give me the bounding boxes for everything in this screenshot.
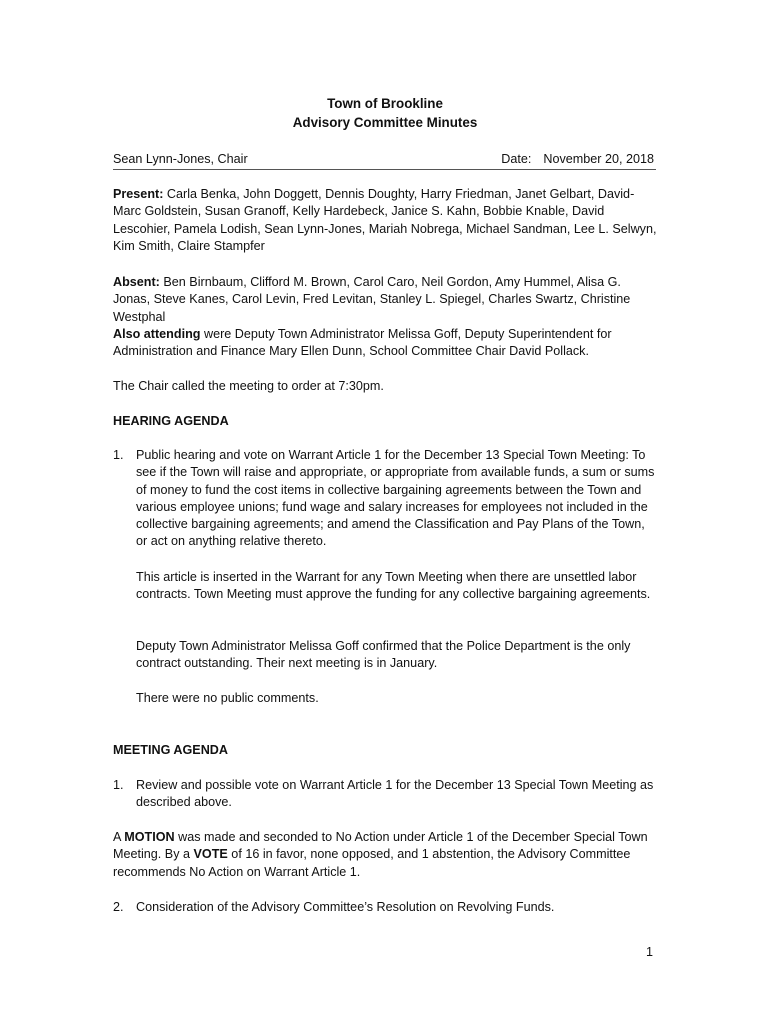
absent-list: Ben Birnbaum, Clifford M. Brown, Carol Caro, Neil Gordon, Amy Hummel, Alisa G. Jonas, Steve Kanes, Carol Levin, Fred Levitan, Stanley L. Spiegel, Charles Swartz, Christine Westphal [113, 275, 631, 324]
vote-word: VOTE [193, 847, 228, 862]
document-title-minutes: Advisory Committee Minutes [292, 115, 478, 130]
present-label: Present: [113, 187, 164, 201]
absent-label: Absent: [113, 275, 160, 289]
date-label: Date: [501, 152, 532, 166]
also-attending-list: were Deputy Town Administrator Melissa Goff, Deputy Superintendent for Administration and Finance Mary Ellen Dunn, School Committee Chair David Pollack. [113, 327, 612, 359]
meeting-item-1-text: Review and possible vote on Warrant Article 1 for the December 13 Special Town Meeting as described above. [136, 778, 654, 810]
meeting-agenda-heading: MEETING AGENDA [113, 743, 228, 757]
hearing-agenda-heading: HEARING AGENDA [113, 414, 229, 428]
document-title-town: Town of Brookline [327, 96, 443, 111]
present-list: Carla Benka, John Doggett, Dennis Doughty, Harry Friedman, Janet Gelbart, David-Marc Goldstein, Susan Granoff, Kelly Hardebeck, Janice S. Kahn, Bobbie Knable, David Lescohier, Pamela Lodish, Sean Lynn-Jones, Mariah Nobrega, Michael Sandman, Lee L. Selwyn, Kim Smith, Claire Stampfer [113, 187, 657, 253]
call-to-order: The Chair called the meeting to order at 7:30pm. [113, 379, 384, 393]
hearing-item-1 [113, 447, 658, 551]
motion-paragraph [113, 829, 658, 881]
hearing-paragraph-2: Deputy Town Administrator Melissa Goff confirmed that the Police Department is the only contract outstanding. Their next meeting is in January. [136, 639, 631, 671]
also-attending-label: Also attending [113, 327, 201, 341]
hearing-paragraph-1: This article is inserted in the Warrant for any Town Meeting when there are unsettled labor contracts. Town Meeting must approve the funding for any collective bargaining agreements. [136, 570, 651, 602]
hearing-paragraph-3: There were no public comments. [136, 691, 319, 705]
meeting-date [501, 151, 654, 168]
present-paragraph [113, 186, 658, 255]
date-value: November 20, 2018 [543, 152, 654, 166]
motion-text-a: A [113, 830, 125, 844]
also-attending-paragraph [113, 326, 658, 361]
page-number: 1 [646, 945, 654, 959]
meeting-item-2 [113, 899, 658, 916]
hearing-item-number: 1. [113, 448, 124, 462]
motion-text-b: was made and seconded to No Action under Article 1 of the December Special Town Meeting. By a [113, 830, 648, 862]
motion-word: MOTION [124, 830, 175, 844]
meeting-item-1-number: 1. [113, 778, 124, 792]
meeting-item-2-number: 2. [113, 900, 124, 914]
chair-name: Sean Lynn-Jones, Chair [113, 152, 248, 166]
hearing-item-text: Public hearing and vote on Warrant Article 1 for the December 13 Special Town Meeting: To see if the Town will raise and appropriate, or appropriate from available funds, a sum or sums of money to fund the cost items in collective bargaining agreements between the Town and various employee unions; fund wage and salary increases for employees not included in the collective bargaining agreements; and amend the Classification and Pay Plans of the Town, or act on anything relative thereto. [136, 448, 655, 549]
absent-paragraph [113, 274, 658, 326]
meeting-item-1 [113, 777, 658, 812]
motion-text-c: of 16 in favor, none opposed, and 1 abstention, the Advisory Committee recommends No Action on Warrant Article 1. [113, 847, 631, 879]
header-row [113, 151, 656, 170]
meeting-item-2-text: Consideration of the Advisory Committee’s Resolution on Revolving Funds. [136, 900, 555, 914]
